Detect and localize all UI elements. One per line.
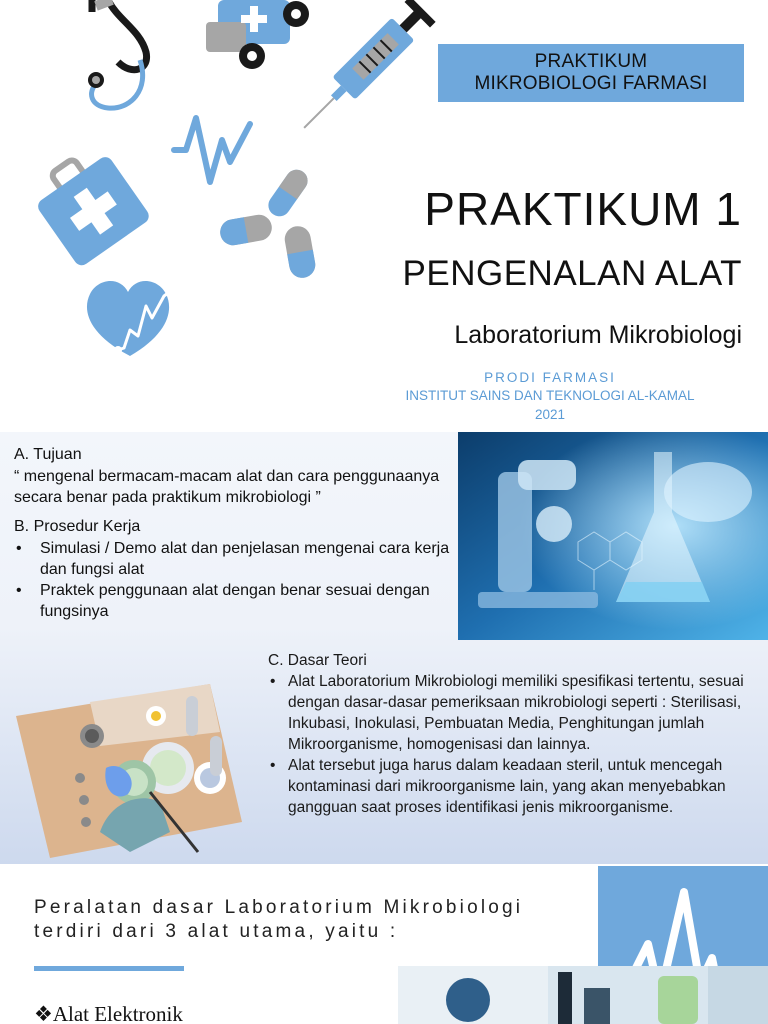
dept-name: PRODI FARMASI	[484, 370, 616, 385]
heart-icon	[87, 281, 174, 356]
diamond-bullet-icon: ❖	[34, 1002, 53, 1024]
course-badge	[438, 44, 744, 102]
accent-rule	[34, 966, 184, 971]
heartbeat-icon	[174, 118, 250, 182]
ambulance-icon	[206, 0, 309, 69]
theory-list	[268, 671, 762, 818]
section-a-quote: “ mengenal bermacam-macam alat dan cara penggunaanya secara benar pada praktikum mikrobiologi ”	[14, 468, 440, 506]
stethoscope-icon	[88, 0, 147, 108]
medical-decorations	[0, 0, 440, 430]
capsule-icon	[218, 165, 317, 279]
objectives-slide	[0, 432, 768, 864]
list-item: • Praktek penggunaan alat dengan benar sesuai dengan fungsinya	[14, 580, 454, 622]
institute-name: INSTITUT SAINS DAN TEKNOLOGI AL-KAMAL	[405, 388, 695, 403]
procedure-list	[14, 538, 454, 622]
slide-subtitle-2: Laboratorium Mikrobiologi	[454, 321, 742, 349]
list-item: • Alat tersebut juga harus dalam keadaan steril, untuk mencegah kontaminasi dari mikroorganisme lain, yang akan menyebabkan gangguan saat proses identifikasi jenis mikroorganisme.	[268, 755, 762, 818]
badge-line2: MIKROBIOLOGI FARMASI	[474, 73, 708, 94]
badge-line1: PRAKTIKUM	[534, 51, 648, 72]
equipment-item	[34, 1002, 183, 1024]
section-c-heading: C. Dasar Teori	[268, 652, 367, 669]
equipment-slide	[0, 866, 768, 1024]
list-item: • Alat Laboratorium Mikrobiologi memiliki spesifikasi tertentu, sesuai dengan dasar-dasar pemeriksaan mikrobiologi seperti : Sterilisasi, Inkubasi, Inokulasi, Pembuatan Media, Penghitungan jumlah Mikroorganisme, homogenisasi dan lainnya.	[268, 671, 762, 755]
year-label: 2021	[534, 407, 566, 422]
list-item: • Simulasi / Demo alat dan penjelasan mengenai cara kerja dan fungsi alat	[14, 538, 454, 580]
equipment-item-label: Alat Elektronik	[52, 1002, 183, 1024]
objectives-column	[14, 444, 454, 622]
equipment-intro: Peralatan dasar Laboratorium Mikrobiologi terdiri dari 3 alat utama, yaitu :	[34, 897, 524, 942]
lab-illustration	[10, 682, 260, 862]
section-a-heading: A. Tujuan	[14, 446, 82, 463]
theory-block	[268, 650, 762, 818]
slide-title: PRAKTIKUM 1	[424, 183, 742, 235]
lab-photo	[458, 432, 768, 640]
cover-slide	[0, 0, 768, 430]
first-aid-kit-icon	[26, 141, 152, 268]
syringe-icon	[291, 0, 435, 141]
lab-photo-2	[398, 966, 768, 1024]
section-b-heading: B. Prosedur Kerja	[14, 518, 141, 535]
slide-subtitle: PENGENALAN ALAT	[402, 254, 742, 293]
